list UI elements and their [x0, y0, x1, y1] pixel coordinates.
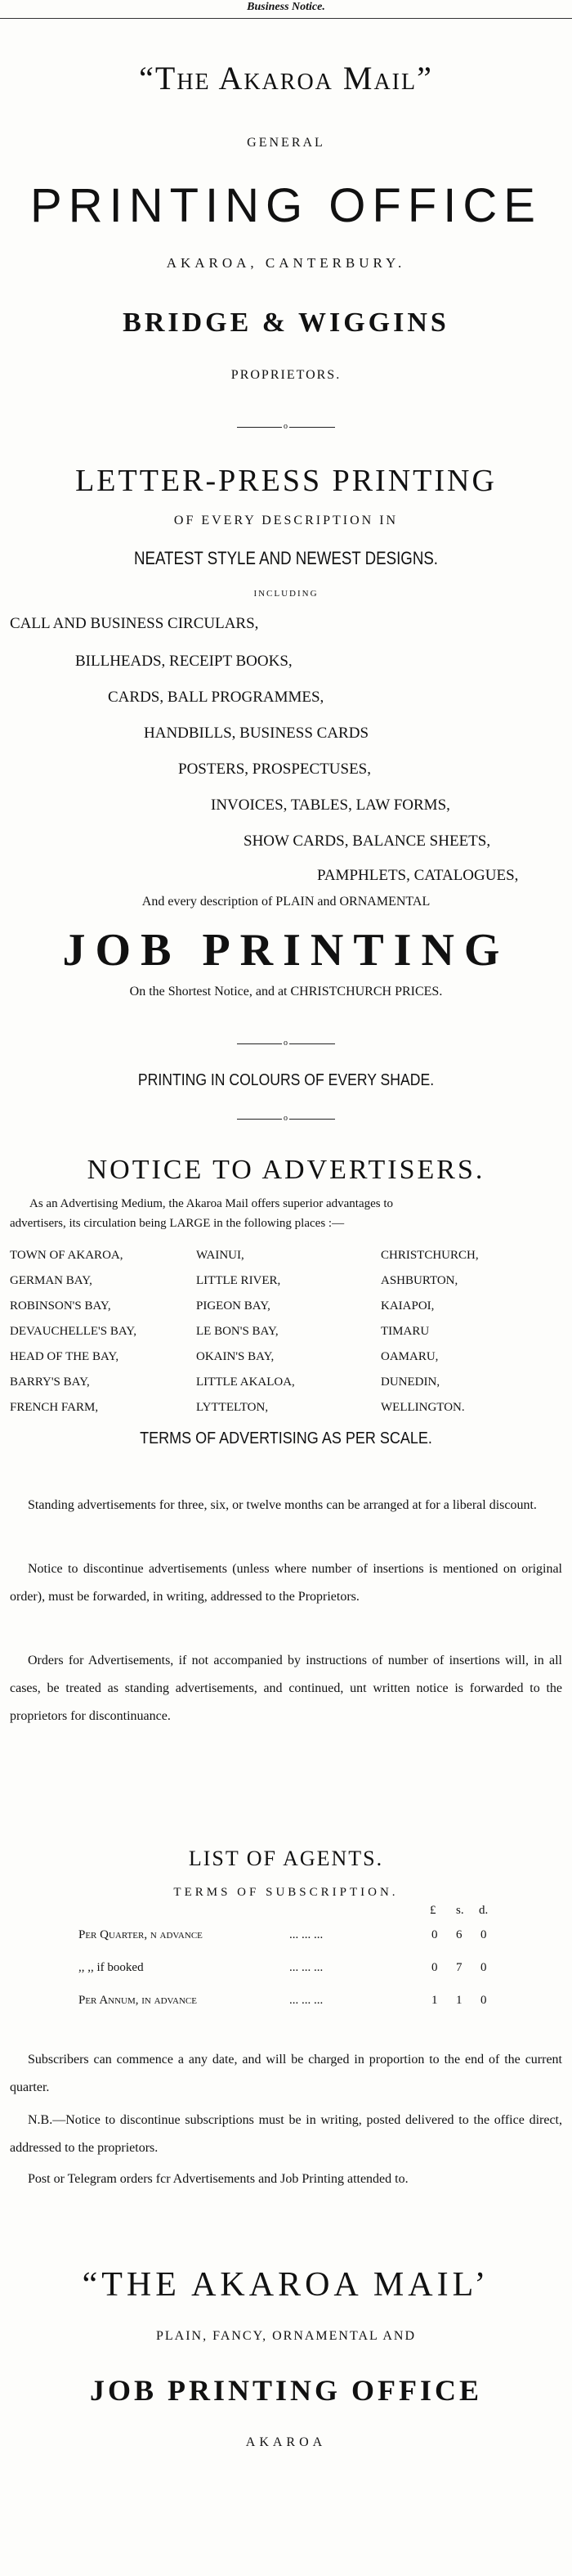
advertisers-paragraph: Notice to discontinue advertisements (unless where number of insertions is mentioned on original order), must be forwarded, in writing, addressed to the Proprietors. [10, 1562, 562, 1604]
currency-pound: £ [430, 1904, 436, 1917]
subscription-paragraph: Post or Telegram orders fcr Advertisements and Job Printing attended to. [28, 2172, 409, 2186]
footer-title: “THE AKAROA MAIL’ [82, 2266, 490, 2304]
letterpress-heading: LETTER-PRESS PRINTING [75, 464, 497, 498]
price-pounds: 0 [431, 1961, 438, 1974]
place: ROBINSON'S BAY, [10, 1299, 111, 1313]
place: LITTLE AKALOA, [196, 1376, 295, 1389]
place: CHRISTCHURCH, [381, 1249, 479, 1262]
price-pence: 0 [480, 1961, 487, 1974]
advertisers-paragraph: Standing advertisements for three, six, or twelve months can be arranged at for a liberal discount. [28, 1498, 537, 1512]
advertisers-intro-2: advertisers, its circulation being LARGE in the following places :— [10, 1217, 345, 1230]
list-item: BILLHEADS, RECEIPT BOOKS, [75, 653, 293, 670]
places-column [196, 1243, 295, 1420]
place: PIGEON BAY, [196, 1299, 270, 1313]
subscription-terms: TERMS OF SUBSCRIPTION. [173, 1886, 399, 1899]
masthead-proprietors: PROPRIETORS. [230, 368, 342, 382]
section-title: Business Notice. [247, 1, 325, 13]
price-shillings: 1 [456, 1994, 463, 2007]
masthead-office: PRINTING OFFICE [30, 179, 542, 232]
footer-job-office: JOB PRINTING OFFICE [89, 2374, 483, 2407]
currency-pence: d. [479, 1904, 489, 1917]
list-item: PAMPHLETS, CATALOGUES, [317, 867, 519, 884]
places-column [381, 1243, 479, 1420]
letterpress-including: INCLUDING [253, 589, 319, 599]
letterpress-sub1: OF EVERY DESCRIPTION IN [173, 514, 399, 527]
place: WELLINGTON. [381, 1401, 465, 1414]
masthead-owners: BRIDGE & WIGGINS [123, 307, 449, 338]
price-pence: 0 [480, 1928, 487, 1941]
price-pounds: 1 [431, 1994, 438, 2007]
footer-town: AKAROA [245, 2435, 327, 2449]
place: OKAIN'S BAY, [196, 1350, 275, 1363]
masthead-location: AKAROA, CANTERBURY. [166, 255, 406, 271]
place: GERMAN BAY, [10, 1274, 92, 1287]
place: KAIAPOI, [381, 1299, 435, 1313]
price-pence: 0 [480, 1994, 487, 2007]
price-pounds: 0 [431, 1928, 438, 1941]
place: LE BON'S BAY, [196, 1325, 279, 1338]
list-item: SHOW CARDS, BALANCE SHEETS, [244, 832, 491, 850]
place: WAINUI, [196, 1249, 244, 1262]
subscription-dots: ... ... ... [289, 1928, 324, 1941]
subscription-dots: ... ... ... [289, 1994, 324, 2007]
list-item: CALL AND BUSINESS CIRCULARS, [10, 615, 259, 632]
footer-sub: PLAIN, FANCY, ORNAMENTAL AND [156, 2329, 416, 2343]
advertisers-heading: NOTICE TO ADVERTISERS. [87, 1155, 485, 1185]
currency-shilling: s. [456, 1904, 464, 1917]
place: FRENCH FARM, [10, 1401, 99, 1414]
subscription-label: Per Quarter, n advance [78, 1928, 203, 1941]
subscription-dots: ... ... ... [289, 1961, 324, 1974]
place: TIMARU [381, 1325, 430, 1338]
list-item: HANDBILLS, BUSINESS CARDS [144, 725, 369, 742]
advertising-terms: TERMS OF ADVERTISING AS PER SCALE. [140, 1429, 432, 1447]
colours-line: PRINTING IN COLOURS OF EVERY SHADE. [137, 1071, 435, 1089]
price-shillings: 7 [456, 1961, 463, 1974]
section-header [0, 0, 572, 19]
place: DEVAUCHELLE'S BAY, [10, 1325, 136, 1338]
subscription-label: ,, ,, if booked [78, 1961, 144, 1974]
list-item: INVOICES, TABLES, LAW FORMS, [211, 797, 450, 814]
place: TOWN OF AKAROA, [10, 1249, 123, 1262]
letterpress-sub2: NEATEST STYLE AND NEWEST DESIGNS. [133, 548, 439, 568]
subscription-paragraph: N.B.—Notice to discontinue subscriptions must be in writing, posted delivered to the office direct, addressed to the proprietors. [10, 2113, 562, 2155]
advertisers-paragraph: Orders for Advertisements, if not accompanied by instructions of number of insertions will, in all cases, be treated as standing advertisements, and continued, unt written notice is forwarded to the proprietors for discontinuance. [10, 1654, 562, 1723]
job-printing-heading: JOB PRINTING [62, 925, 510, 976]
every-description: And every description of PLAIN and ORNAMENTAL [141, 895, 431, 909]
shortest-notice: On the Shortest Notice, and at CHRISTCHURCH PRICES. [129, 985, 443, 999]
agents-heading: LIST OF AGENTS. [188, 1847, 384, 1870]
place: ASHBURTON, [381, 1274, 458, 1287]
ornamental-divider: o [237, 1043, 335, 1044]
place: OAMARU, [381, 1350, 439, 1363]
ornamental-divider: o [237, 427, 335, 428]
masthead-title: “The Akaroa Mail” [139, 60, 433, 96]
place: LYTTELTON, [196, 1401, 269, 1414]
place: BARRY'S BAY, [10, 1376, 90, 1389]
ornamental-divider: o [237, 1119, 335, 1120]
place: DUNEDIN, [381, 1376, 440, 1389]
price-shillings: 6 [456, 1928, 463, 1941]
advertisers-intro-1: As an Advertising Medium, the Akaroa Mail offers superior advantages to [29, 1197, 394, 1210]
masthead-general: GENERAL [247, 136, 325, 150]
place: HEAD OF THE BAY, [10, 1350, 119, 1363]
subscription-label: Per Annum, in advance [78, 1994, 197, 2007]
places-column [10, 1243, 136, 1420]
place: LITTLE RIVER, [196, 1274, 281, 1287]
list-item: CARDS, BALL PROGRAMMES, [108, 689, 324, 706]
subscription-paragraph: Subscribers can commence a any date, and will be charged in proportion to the end of the current quarter. [10, 2053, 562, 2094]
list-item: POSTERS, PROSPECTUSES, [178, 761, 371, 778]
